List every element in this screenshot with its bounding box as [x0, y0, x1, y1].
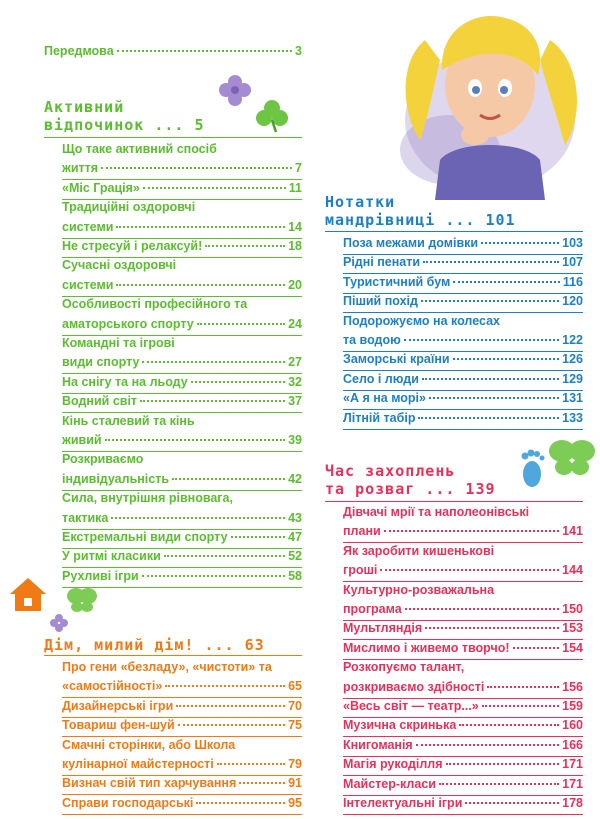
toc-entry[interactable]	[343, 273, 583, 292]
leader-dots	[231, 536, 286, 538]
entry-title: Передмова	[44, 44, 114, 58]
entry-page: 65	[288, 679, 302, 694]
entry-title: Про гени «безладу», «чистоти» та	[62, 660, 272, 674]
entry-page: 70	[288, 698, 302, 713]
house-icon	[6, 572, 50, 616]
entry-page: 166	[562, 737, 583, 752]
entry-title: «А я на морі»	[343, 391, 426, 406]
entry-separator	[343, 429, 583, 430]
entry-title: Розкопуємо талант,	[343, 660, 465, 675]
entry-title: Кінь сталевий та кінь	[62, 413, 195, 428]
entry-page: 126	[562, 352, 583, 367]
toc-entry[interactable]	[62, 697, 302, 716]
entry-title: Мультляндія	[343, 621, 423, 636]
toc-entry[interactable]	[343, 639, 583, 658]
toc-entry[interactable]	[343, 775, 583, 794]
entry-title: На снігу та на льоду	[62, 374, 188, 389]
entry-page: 95	[288, 795, 302, 810]
entry-title: Заморські країни	[343, 352, 450, 367]
entry-title: Смачні сторінки, або Школа	[62, 737, 236, 752]
entry-title: Сила, внутрішня рівновага,	[62, 491, 233, 506]
entry-title: Не стресуй і релаксуй!	[62, 239, 203, 253]
toc-entry[interactable]	[62, 774, 302, 793]
section-heading-active	[44, 98, 205, 134]
leader-dots	[482, 705, 559, 707]
entry-title: «Весь світ — театр...»	[343, 699, 479, 713]
entry-page: 171	[562, 757, 583, 772]
entry-title: та водою	[343, 333, 401, 347]
entry-page: 32	[288, 374, 302, 389]
entry-title: Майстер-класи	[343, 776, 436, 791]
toc-entry[interactable]	[343, 716, 583, 735]
leader-dots	[142, 575, 285, 577]
leader-dots	[143, 187, 286, 189]
leader-dots	[380, 569, 559, 571]
entry-page: 24	[288, 316, 302, 331]
footprint-icon	[516, 448, 546, 488]
entry-separator	[62, 587, 302, 588]
section-heading-line2: відпочинок ... 5	[44, 116, 205, 134]
leader-dots	[164, 555, 285, 557]
entry-page: 129	[562, 371, 583, 386]
entry-page: 58	[288, 568, 302, 583]
leader-dots	[196, 802, 285, 804]
leader-dots	[117, 50, 292, 52]
entry-page: 131	[562, 391, 583, 406]
entry-title: Сучасні оздоровчі	[62, 258, 177, 273]
entry-title: Туристичний бум	[343, 274, 451, 289]
toc-entry[interactable]	[62, 794, 302, 813]
entry-title: Рідні пенати	[343, 255, 421, 270]
toc-entry[interactable]	[62, 179, 302, 198]
green-clover-icon	[254, 98, 290, 134]
section-heading-line2: мандрівниці ... 101	[325, 211, 516, 229]
entry-page: 122	[562, 333, 583, 347]
section-heading-home	[44, 636, 265, 654]
entry-page: 103	[562, 236, 583, 250]
entry-page: 7	[295, 161, 302, 176]
leader-dots	[217, 763, 285, 765]
toc-entry[interactable]	[62, 140, 302, 179]
entry-title: Магія рукоділля	[343, 757, 443, 772]
entry-page: 150	[562, 602, 583, 616]
girl-illustration	[380, 0, 600, 200]
entry-title: Поза межами домівки	[343, 236, 479, 250]
toc-entry[interactable]	[62, 450, 302, 489]
leader-dots	[425, 627, 559, 629]
entry-separator	[343, 814, 583, 815]
toc-entry[interactable]	[343, 292, 583, 311]
leader-dots	[416, 744, 559, 746]
entry-title: Визнач свій тип харчування	[62, 776, 237, 791]
entry-title: Що таке активний спосіб	[62, 142, 217, 156]
section-heading-line1: Дім, милий дім! ... 63	[44, 636, 265, 654]
entry-title: аматорського спорту	[62, 316, 194, 331]
leader-dots	[439, 783, 559, 785]
toc-entry[interactable]	[343, 542, 583, 581]
section-heading-line1: Нотатки	[325, 193, 396, 211]
entry-page: 107	[562, 255, 583, 270]
entry-title: розкриваємо здібності	[343, 679, 485, 694]
entry-title: «Міс Грація»	[62, 180, 140, 195]
leader-dots	[239, 782, 285, 784]
toc-entry-preface[interactable]	[44, 42, 302, 61]
entry-page: 47	[288, 530, 302, 544]
section-heading-fun	[325, 462, 496, 498]
entry-title: системи	[62, 219, 114, 234]
section-heading-travel	[325, 193, 516, 229]
toc-entry[interactable]	[62, 528, 302, 547]
leader-dots	[446, 763, 560, 765]
entry-title: системи	[62, 277, 114, 292]
entry-title: Подорожуємо на колесах	[343, 313, 501, 328]
entry-page: 20	[288, 277, 302, 292]
entry-title: індивідуальність	[62, 471, 170, 486]
leader-dots	[481, 242, 559, 244]
entry-page: 91	[288, 776, 302, 791]
entry-page: 43	[288, 510, 302, 525]
section-divider	[325, 231, 583, 232]
entry-page: 75	[288, 718, 302, 733]
toc-entry[interactable]	[343, 350, 583, 369]
leader-dots	[405, 608, 559, 610]
leader-dots	[423, 261, 559, 263]
leader-dots	[178, 724, 285, 726]
toc-entry[interactable]	[343, 389, 583, 408]
leader-dots	[140, 400, 285, 402]
entry-page: 144	[562, 563, 583, 578]
entry-title: Товариш фен-шуй	[62, 718, 175, 733]
entry-title: життя	[62, 161, 99, 176]
leader-dots	[111, 517, 285, 519]
leader-dots	[418, 417, 559, 419]
leader-dots	[421, 300, 559, 302]
toc-entry[interactable]	[343, 253, 583, 272]
leader-dots	[165, 685, 285, 687]
entry-title: «самостійності»	[62, 679, 163, 694]
entry-page: 37	[288, 394, 302, 409]
green-butterfly-icon	[548, 438, 596, 478]
entry-page: 14	[288, 219, 302, 234]
leader-dots	[101, 167, 292, 169]
leader-dots	[205, 245, 285, 247]
toc-entry[interactable]	[343, 409, 583, 428]
entry-page: 39	[288, 433, 302, 447]
entry-page: 116	[562, 274, 583, 289]
leader-dots	[422, 378, 559, 380]
toc-entry[interactable]	[343, 370, 583, 389]
toc-entry[interactable]	[62, 412, 302, 451]
toc-entry[interactable]	[343, 736, 583, 755]
entry-title: Як заробити кишенькові	[343, 543, 495, 558]
entry-title: Мислимо і живемо творчо!	[343, 640, 510, 655]
entry-title: живий	[62, 433, 102, 447]
entry-title: Традиційні оздоровчі	[62, 200, 196, 215]
toc-entry[interactable]	[62, 198, 302, 237]
section-divider	[44, 655, 302, 656]
leader-dots	[453, 358, 560, 360]
leader-dots	[453, 281, 560, 283]
toc-entry[interactable]	[62, 716, 302, 735]
entry-page: 18	[288, 239, 302, 253]
entry-page: 133	[562, 410, 583, 425]
entry-title: Рухливі ігри	[62, 568, 139, 583]
toc-entry[interactable]	[62, 334, 302, 373]
leader-dots	[465, 802, 559, 804]
entry-title: Дівчачі мрії та наполеонівські	[343, 505, 530, 519]
entry-title: Село і люди	[343, 371, 419, 386]
section-divider	[44, 137, 302, 138]
entry-title: тактика	[62, 510, 109, 525]
toc-entry[interactable]	[62, 373, 302, 392]
entry-page: 27	[288, 355, 302, 370]
entry-title: гроші	[343, 563, 378, 578]
toc-entry[interactable]	[343, 234, 583, 253]
leader-dots	[105, 439, 285, 441]
entry-page: 79	[288, 757, 302, 771]
entry-page: 52	[288, 549, 302, 564]
section-heading-line1: Активний	[44, 98, 125, 116]
leader-dots	[191, 381, 285, 383]
entry-title: програма	[343, 602, 402, 616]
toc-entry[interactable]	[343, 658, 583, 697]
entry-title: Особливості професійного та	[62, 297, 248, 312]
entry-page: 11	[288, 180, 302, 195]
purple-flower-icon	[218, 74, 252, 108]
toc-entry[interactable]	[62, 489, 302, 528]
entry-page: 156	[562, 679, 583, 694]
entry-title: Книгоманія	[343, 737, 413, 752]
entry-page: 120	[562, 294, 583, 309]
entry-title: Розкриваємо	[62, 452, 144, 467]
toc-entry[interactable]	[343, 619, 583, 638]
entry-title: Інтелектуальні ігри	[343, 796, 463, 810]
butterfly-icon	[66, 586, 98, 614]
leader-dots	[487, 686, 559, 688]
toc-entry[interactable]	[62, 392, 302, 411]
entry-title: Музична скринька	[343, 718, 457, 733]
entry-title: Піший похід	[343, 294, 418, 309]
leader-dots	[116, 226, 285, 228]
section-divider	[325, 501, 583, 502]
leader-dots	[116, 284, 285, 286]
entry-title: кулінарної майстерності	[62, 757, 214, 771]
leader-dots	[172, 478, 285, 480]
entry-title: Екстремальні види спорту	[62, 530, 228, 544]
leader-dots	[404, 339, 559, 341]
entry-page: 141	[562, 524, 583, 539]
entry-page: 178	[562, 796, 583, 810]
toc-entry[interactable]	[343, 697, 583, 716]
entry-page: 171	[562, 776, 583, 791]
entry-title: Командні та ігрові	[62, 336, 175, 350]
leader-dots	[513, 647, 560, 649]
toc-entry[interactable]	[62, 547, 302, 566]
entry-title: види спорту	[62, 355, 140, 370]
entry-title: У ритмі класики	[62, 549, 161, 564]
leader-dots	[176, 705, 285, 707]
leader-dots	[384, 530, 559, 532]
toc-entry[interactable]	[343, 503, 583, 542]
leader-dots	[459, 724, 559, 726]
leader-dots	[429, 397, 559, 399]
entry-page: 3	[295, 44, 302, 58]
toc-entry[interactable]	[343, 581, 583, 620]
toc-entry[interactable]	[62, 256, 302, 295]
entry-page: 154	[562, 640, 583, 655]
entry-page: 159	[562, 699, 583, 713]
entry-title: Культурно-розважальна	[343, 582, 495, 597]
entry-separator	[62, 814, 302, 815]
section-heading-line2: та розваг ... 139	[325, 480, 496, 498]
entry-title: Справи господарські	[62, 795, 194, 810]
leader-dots	[142, 361, 285, 363]
section-heading-line1: Час захоплень	[325, 462, 456, 480]
entry-title: плани	[343, 524, 381, 539]
toc-entry[interactable]	[62, 736, 302, 775]
toc-entry[interactable]	[62, 567, 302, 586]
entry-page: 42	[288, 471, 302, 486]
entry-title: Водний світ	[62, 394, 138, 409]
toc-entry[interactable]	[62, 658, 302, 697]
toc-entry[interactable]	[343, 794, 583, 813]
entry-title: Літній табір	[343, 410, 416, 425]
toc-entry[interactable]	[62, 295, 302, 334]
small-purple-flower-icon	[50, 614, 68, 632]
entry-page: 160	[562, 718, 583, 733]
toc-entry[interactable]	[343, 312, 583, 351]
entry-title: Дизайнерські ігри	[62, 698, 174, 713]
toc-entry[interactable]	[62, 237, 302, 256]
leader-dots	[197, 323, 285, 325]
entry-page: 153	[562, 621, 583, 636]
toc-entry[interactable]	[343, 755, 583, 774]
